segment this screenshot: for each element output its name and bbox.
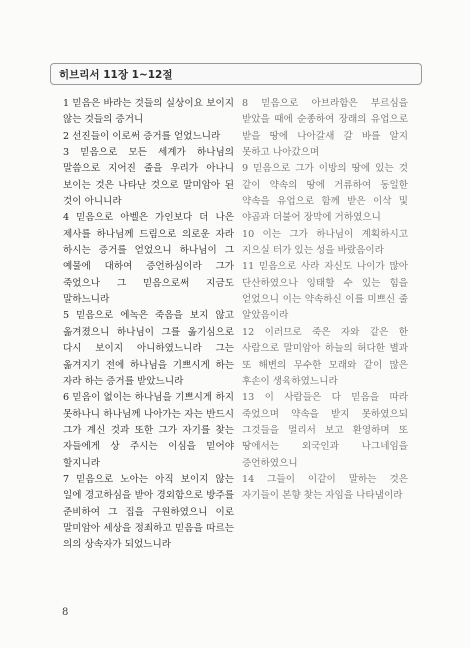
chapter-title: 히브리서 11장 1~12절 bbox=[59, 68, 173, 81]
verse-2: 2 선진들이 이로써 증거를 얻었느니라 bbox=[63, 130, 221, 142]
verse-4: 4 믿음으로 아벨은 가인보다 더 나은 제사를 하나님께 드림으로 의로운 자라 하시는 증거를 얻었으니 하나님이 그 예물에 대하여 증언하심이라 그가 죽었으나 그 믿음으로써 지금도 말하느니라 bbox=[63, 212, 234, 306]
verse-13: 13 이 사람들은 다 믿음을 따라 죽었으며 약속을 받지 못하였으되 그것들을 멀리서 보고 환영하며 또 땅에서는 외국인과 나그네임을 증언하였으니 bbox=[242, 392, 408, 469]
verse-14: 14 그들이 이같이 말하는 것은 자기들이 본향 찾는 자임을 나타냄이라 bbox=[242, 473, 408, 502]
verse-10: 10 이는 그가 하나님이 계획하시고 지으실 터가 있는 성을 바랐음이라 bbox=[242, 228, 408, 257]
verse-11: 11 믿음으로 사라 자신도 나이가 많아 단산하였으나 잉태할 수 있는 힘을 얻었으니 이는 약속하신 이를 미쁘신 줄 알았음이라 bbox=[242, 261, 408, 322]
right-column bbox=[242, 96, 408, 505]
verse-6: 6 믿음이 없이는 하나님을 기쁘시게 하지 못하나니 하나님께 나아가는 자는 반드시 그가 계신 것과 또한 그가 자기를 찾는 자들에게 상 주시는 이심을 믿어야 할지니라 bbox=[63, 392, 234, 469]
verse-7: 7 믿음으로 노아는 아직 보이지 않는 일에 경고하심을 받아 경외함으로 방주를 준비하여 그 집을 구원하였으니 이로 말미암아 세상을 정죄하고 믿음을 따르는 의의 상속자가 되었느니라 bbox=[63, 473, 234, 551]
verse-5: 5 믿음으로 에녹은 죽음을 보지 않고 옮겨졌으니 하나님이 그를 옮기심으로 다시 보이지 아니하였느니라 그는 옮겨지기 전에 하나님을 기쁘시게 하는 자라 하는 증거를 받았느니라 bbox=[63, 310, 234, 387]
verse-9: 9 믿음으로 그가 이방의 땅에 있는 것 같이 약속의 땅에 거류하여 동일한 약속을 유업으로 함께 받은 이삭 및 야곱과 더불어 장막에 거하였으니 bbox=[242, 163, 408, 224]
verse-3: 3 믿음으로 모든 세계가 하나님의 말씀으로 지어진 줄을 우리가 아나니 보이는 것은 나타난 것으로 말미암아 된 것이 아니니라 bbox=[63, 147, 234, 208]
chapter-title-box bbox=[50, 63, 422, 85]
verse-1: 1 믿음은 바라는 것들의 실상이요 보이지 않는 것들의 증거니 bbox=[63, 98, 234, 126]
verse-8: 8 믿음으로 아브라함은 부르심을 받았을 때에 순종하여 장래의 유업으로 받을 땅에 나아갈새 갈 바를 알지 못하고 나아갔으며 bbox=[242, 98, 408, 159]
verse-12: 12 이러므로 죽은 자와 같은 한 사람으로 말미암아 하늘의 허다한 별과 또 해변의 무수한 모래와 같이 많은 후손이 생육하였느니라 bbox=[242, 326, 408, 387]
left-column bbox=[63, 96, 234, 554]
page-number: 8 bbox=[62, 607, 69, 618]
